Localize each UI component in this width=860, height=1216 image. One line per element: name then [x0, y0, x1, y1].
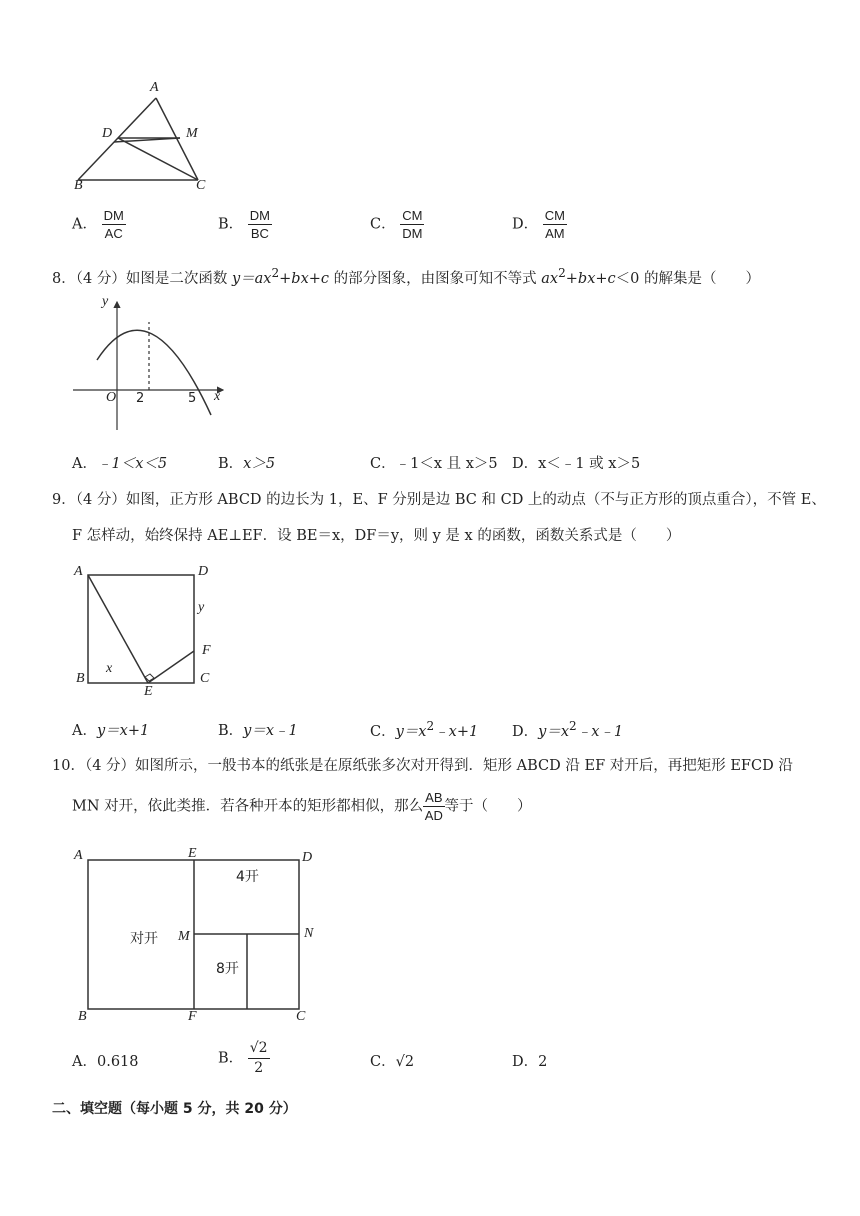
option-letter: D． — [512, 456, 539, 472]
superscript: 2 — [558, 266, 566, 280]
option-text: y＝x — [538, 723, 570, 740]
fraction — [543, 208, 567, 241]
option-text: 2 — [538, 1054, 548, 1070]
option-letter: A． — [72, 723, 97, 739]
q9-option-b[interactable] — [218, 719, 298, 740]
option-letter: C． — [370, 456, 396, 472]
q9-square-figure — [80, 565, 220, 695]
q10-stem-line1 — [52, 756, 793, 776]
q10-region-half: 对开 — [130, 931, 158, 947]
q7-label-a: A — [150, 80, 159, 95]
q10-label-d: D — [302, 850, 313, 865]
q9-label-c: C — [200, 671, 210, 686]
fraction — [400, 208, 424, 241]
section-heading-fill-in: 二、填空题（每小题 5 分，共 20 分） — [52, 1101, 297, 1117]
q7-option-a[interactable] — [72, 208, 126, 241]
q10-stem-line2 — [72, 790, 532, 823]
q7-label-d: D — [102, 126, 113, 141]
option-letter: C． — [370, 216, 396, 233]
q7-label-m: M — [186, 126, 198, 141]
option-letter: D． — [512, 723, 539, 740]
q10-label-b: B — [78, 1009, 87, 1024]
question-points: （4 分） — [84, 758, 136, 774]
q8-label-x: x — [214, 389, 221, 404]
stem-text: 如图所示，一般书本的纸张是在原纸张多次对开得到．矩形 ABCD 沿 EF 对开后，再把矩形 EFCD 沿 — [135, 758, 793, 774]
q8-label-two: 2 — [136, 391, 145, 406]
q10-region-eighth: 8开 — [216, 961, 239, 977]
q10-label-n: N — [304, 926, 314, 941]
math-expression: y＝ax — [231, 270, 272, 287]
fraction-numerator: CM — [544, 208, 565, 223]
q10-option-a[interactable] — [72, 1050, 139, 1071]
q8-stem — [52, 263, 760, 289]
q10-label-e: E — [188, 846, 197, 861]
question-number: 10． — [52, 758, 85, 774]
question-points: （4 分） — [75, 270, 126, 287]
fraction — [423, 790, 444, 823]
fraction — [102, 208, 126, 241]
q8-option-c[interactable] — [370, 452, 498, 473]
fraction-denominator: DM — [402, 226, 423, 241]
question-points: （4 分） — [75, 492, 126, 508]
option-letter: C． — [370, 723, 396, 740]
q10-label-f: F — [188, 1009, 197, 1024]
q7-label-c: C — [196, 178, 206, 193]
stem-text: F 怎样动，始终保持 AE⊥EF．设 BE＝x，DF＝y，则 y 是 x 的函数，函数关系式是（ ） — [72, 528, 681, 544]
option-text: y＝x+1 — [96, 723, 150, 739]
q10-label-a: A — [74, 848, 83, 863]
option-letter: C． — [370, 1054, 396, 1070]
q9-label-y: y — [198, 600, 205, 615]
fraction-denominator: 2 — [254, 1060, 264, 1076]
fraction-denominator: AM — [545, 226, 565, 241]
option-letter: A． — [72, 1054, 97, 1070]
superscript: 2 — [569, 719, 577, 733]
option-text: x＞5 — [243, 456, 276, 472]
option-letter: A． — [72, 216, 97, 233]
fraction-numerator: CM — [402, 208, 423, 223]
stem-text: ＜0 的解集是（ ） — [615, 270, 760, 287]
q9-label-b: B — [76, 671, 85, 686]
q7-option-b[interactable] — [218, 208, 272, 241]
option-text: ﹣x+1 — [434, 723, 479, 740]
q9-stem-line2 — [72, 526, 680, 546]
q10-option-d[interactable] — [512, 1050, 547, 1071]
option-text: x＜﹣1 或 x＞5 — [538, 456, 641, 472]
option-letter: A． — [72, 456, 97, 472]
fraction-denominator: AC — [104, 226, 123, 241]
option-text: √2 — [395, 1054, 415, 1070]
fraction — [248, 1040, 270, 1077]
option-letter: D． — [512, 1054, 539, 1070]
q9-label-x: x — [106, 661, 113, 676]
fraction-denominator: AD — [424, 808, 443, 823]
option-text: y＝x﹣1 — [243, 723, 298, 739]
fraction-numerator: √2 — [248, 1040, 270, 1059]
question-number: 8． — [52, 270, 76, 287]
q7-label-b: B — [74, 178, 83, 193]
q7-option-d[interactable] — [512, 208, 567, 241]
option-letter: B． — [218, 723, 244, 739]
q9-label-a: A — [74, 564, 83, 579]
fraction-numerator: AB — [425, 790, 443, 805]
option-letter: B． — [218, 1050, 244, 1067]
q9-stem-line1 — [52, 490, 826, 510]
option-text: y＝x — [395, 723, 427, 740]
option-letter: B． — [218, 216, 244, 233]
option-letter: D． — [512, 216, 539, 233]
q10-label-m: M — [178, 929, 190, 944]
q9-option-a[interactable] — [72, 719, 149, 740]
question-number: 9． — [52, 492, 76, 508]
stem-text: 如图是二次函数 — [125, 270, 232, 287]
option-text: ﹣1＜x＜5 — [96, 456, 168, 472]
q8-label-five: 5 — [188, 391, 197, 406]
option-text: ﹣1＜x 且 x＞5 — [395, 456, 498, 472]
q10-paper-figure — [80, 850, 313, 1020]
option-text: 0.618 — [96, 1054, 139, 1070]
q8-label-y: y — [102, 294, 109, 309]
q8-option-a[interactable] — [72, 452, 167, 473]
stem-text: MN 对开，依此类推．若各种开本的矩形都相似，那么 — [72, 798, 424, 815]
stem-text: 等于（ ） — [444, 798, 532, 815]
q9-label-d: D — [198, 564, 209, 579]
q10-label-c: C — [296, 1009, 306, 1024]
math-expression: ax — [541, 270, 559, 287]
q10-option-c[interactable] — [370, 1050, 414, 1071]
q10-region-quarter: 4开 — [236, 869, 259, 885]
fraction-numerator: DM — [103, 208, 124, 223]
fraction — [248, 208, 272, 241]
q9-option-c[interactable] — [370, 719, 478, 741]
q7-option-c[interactable] — [370, 208, 424, 241]
q10-option-b[interactable] — [218, 1040, 270, 1077]
option-letter: B． — [218, 456, 244, 472]
fraction-numerator: DM — [249, 208, 270, 223]
q8-option-d[interactable] — [512, 452, 640, 473]
q9-label-f: F — [202, 643, 211, 658]
superscript: 2 — [271, 266, 280, 280]
stem-text: 的部分图象，由图象可知不等式 — [329, 270, 542, 287]
q9-option-d[interactable] — [512, 719, 623, 741]
q8-label-origin: O — [106, 390, 117, 405]
stem-text: 如图，正方形 ABCD 的边长为 1，E、F 分别是边 BC 和 CD 上的动点（不与正方形的顶点重合），不管 E、 — [125, 492, 826, 508]
q9-label-e: E — [144, 684, 153, 699]
q8-parabola-figure — [65, 290, 235, 440]
math-expression: +bx+c — [279, 270, 330, 287]
option-text: ﹣x﹣1 — [576, 723, 624, 740]
superscript: 2 — [426, 719, 435, 733]
math-expression: +bx+c — [565, 270, 616, 287]
q8-option-b[interactable] — [218, 452, 275, 473]
fraction-denominator: BC — [250, 226, 269, 241]
